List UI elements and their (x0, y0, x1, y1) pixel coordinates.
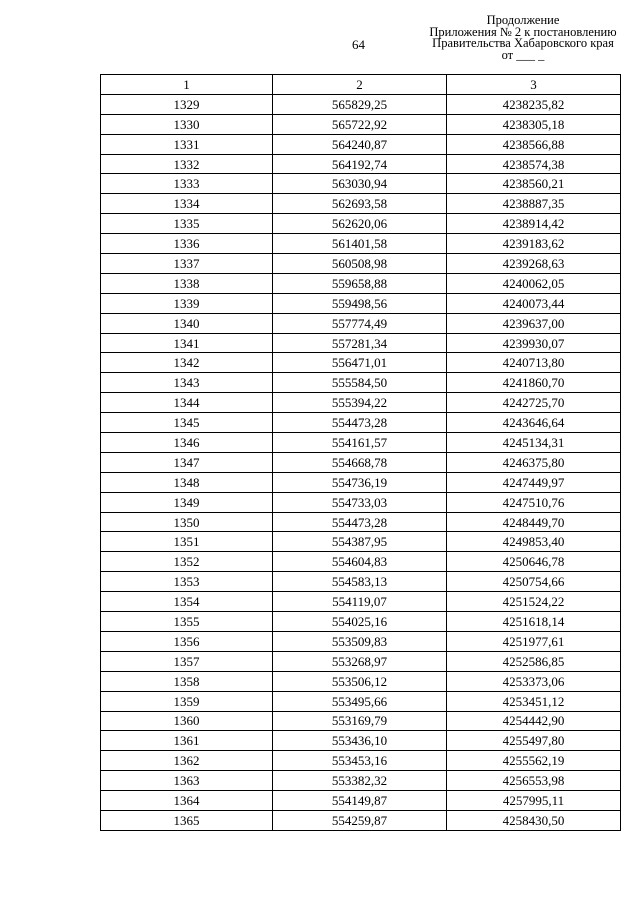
page-number: 64 (352, 37, 365, 52)
x-coordinate-cell: 559498,56 (273, 293, 447, 313)
point-number-cell: 1335 (101, 214, 273, 234)
y-coordinate-cell: 4245134,31 (447, 433, 621, 453)
table-row (101, 194, 621, 214)
x-coordinate-cell: 560508,98 (273, 254, 447, 274)
table-row (101, 313, 621, 333)
y-coordinate-cell: 4253373,06 (447, 671, 621, 691)
x-coordinate-cell: 557281,34 (273, 333, 447, 353)
y-coordinate-cell: 4239183,62 (447, 234, 621, 254)
x-coordinate-cell: 553506,12 (273, 671, 447, 691)
y-coordinate-cell: 4239637,00 (447, 313, 621, 333)
x-coordinate-cell: 553509,83 (273, 631, 447, 651)
point-number-cell: 1344 (101, 393, 273, 413)
table-row (101, 791, 621, 811)
point-number-cell: 1356 (101, 631, 273, 651)
point-number-cell: 1348 (101, 472, 273, 492)
x-coordinate-cell: 554119,07 (273, 592, 447, 612)
table-row (101, 532, 621, 552)
point-number-cell: 1346 (101, 433, 273, 453)
header-note-line-4: от ___ _ (501, 47, 545, 62)
table-row (101, 691, 621, 711)
y-coordinate-cell: 4250754,66 (447, 572, 621, 592)
table-header-row (101, 75, 621, 95)
table-row (101, 631, 621, 651)
table-row (101, 711, 621, 731)
point-number-cell: 1352 (101, 552, 273, 572)
point-number-cell: 1339 (101, 293, 273, 313)
table-row (101, 234, 621, 254)
point-number-cell: 1333 (101, 174, 273, 194)
y-coordinate-cell: 4252586,85 (447, 651, 621, 671)
y-coordinate-cell: 4249853,40 (447, 532, 621, 552)
x-coordinate-cell: 554473,28 (273, 512, 447, 532)
x-coordinate-cell: 553453,16 (273, 751, 447, 771)
table-row (101, 592, 621, 612)
y-coordinate-cell: 4241860,70 (447, 373, 621, 393)
x-coordinate-cell: 563030,94 (273, 174, 447, 194)
y-coordinate-cell: 4251524,22 (447, 592, 621, 612)
x-coordinate-cell: 553268,97 (273, 651, 447, 671)
y-coordinate-cell: 4238566,88 (447, 134, 621, 154)
table-row (101, 134, 621, 154)
y-coordinate-cell: 4238305,18 (447, 114, 621, 134)
x-coordinate-cell: 555394,22 (273, 393, 447, 413)
y-coordinate-cell: 4251977,61 (447, 631, 621, 651)
x-coordinate-cell: 562693,58 (273, 194, 447, 214)
x-coordinate-cell: 554161,57 (273, 433, 447, 453)
table-row (101, 114, 621, 134)
y-coordinate-cell: 4247510,76 (447, 492, 621, 512)
x-coordinate-cell: 554733,03 (273, 492, 447, 512)
table-row (101, 293, 621, 313)
table-row (101, 413, 621, 433)
y-coordinate-cell: 4238560,21 (447, 174, 621, 194)
point-number-cell: 1360 (101, 711, 273, 731)
y-coordinate-cell: 4254442,90 (447, 711, 621, 731)
x-coordinate-cell: 553495,66 (273, 691, 447, 711)
y-coordinate-cell: 4251618,14 (447, 612, 621, 632)
y-coordinate-cell: 4240062,05 (447, 273, 621, 293)
y-coordinate-cell: 4247449,97 (447, 472, 621, 492)
table-row (101, 154, 621, 174)
y-coordinate-cell: 4240073,44 (447, 293, 621, 313)
x-coordinate-cell: 554149,87 (273, 791, 447, 811)
point-number-cell: 1358 (101, 671, 273, 691)
x-coordinate-cell: 559658,88 (273, 273, 447, 293)
point-number-cell: 1362 (101, 751, 273, 771)
x-coordinate-cell: 556471,01 (273, 353, 447, 373)
y-coordinate-cell: 4246375,80 (447, 452, 621, 472)
table-row (101, 472, 621, 492)
table-row (101, 512, 621, 532)
x-coordinate-cell: 554604,83 (273, 552, 447, 572)
x-coordinate-cell: 564240,87 (273, 134, 447, 154)
y-coordinate-cell: 4238914,42 (447, 214, 621, 234)
table-row (101, 572, 621, 592)
x-coordinate-cell: 554025,16 (273, 612, 447, 632)
x-coordinate-cell: 554387,95 (273, 532, 447, 552)
table-row (101, 174, 621, 194)
point-number-cell: 1336 (101, 234, 273, 254)
x-coordinate-cell: 553382,32 (273, 771, 447, 791)
point-number-cell: 1363 (101, 771, 273, 791)
table-row (101, 433, 621, 453)
header-note-line-2: Приложения № 2 к постановлению (429, 24, 617, 39)
point-number-cell: 1334 (101, 194, 273, 214)
y-coordinate-cell: 4238574,38 (447, 154, 621, 174)
table-row (101, 214, 621, 234)
table-body (101, 94, 621, 830)
header-note-line-3: Правительства Хабаровского края (432, 36, 614, 50)
y-coordinate-cell: 4250646,78 (447, 552, 621, 572)
y-coordinate-cell: 4257995,11 (447, 791, 621, 811)
y-coordinate-cell: 4242725,70 (447, 393, 621, 413)
point-number-cell: 1365 (101, 810, 273, 830)
table-row (101, 612, 621, 632)
table-row (101, 731, 621, 751)
point-number-cell: 1337 (101, 254, 273, 274)
point-number-cell: 1338 (101, 273, 273, 293)
point-number-cell: 1350 (101, 512, 273, 532)
table-row (101, 810, 621, 830)
x-coordinate-cell: 557774,49 (273, 313, 447, 333)
x-coordinate-cell: 561401,58 (273, 234, 447, 254)
point-number-cell: 1329 (101, 94, 273, 114)
point-number-cell: 1341 (101, 333, 273, 353)
coordinates-table (100, 74, 621, 831)
y-coordinate-cell: 4239930,07 (447, 333, 621, 353)
point-number-cell: 1361 (101, 731, 273, 751)
point-number-cell: 1353 (101, 572, 273, 592)
table-row (101, 273, 621, 293)
point-number-cell: 1355 (101, 612, 273, 632)
y-coordinate-cell: 4248449,70 (447, 512, 621, 532)
table-row (101, 751, 621, 771)
y-coordinate-cell: 4238235,82 (447, 94, 621, 114)
table-row (101, 671, 621, 691)
point-number-cell: 1349 (101, 492, 273, 512)
header-note-line-1: Продолжение (486, 13, 560, 27)
column-header-1: 1 (101, 75, 273, 95)
x-coordinate-cell: 564192,74 (273, 154, 447, 174)
point-number-cell: 1331 (101, 134, 273, 154)
x-coordinate-cell: 553436,10 (273, 731, 447, 751)
table-row (101, 254, 621, 274)
point-number-cell: 1330 (101, 114, 273, 134)
x-coordinate-cell: 554583,13 (273, 572, 447, 592)
point-number-cell: 1332 (101, 154, 273, 174)
point-number-cell: 1351 (101, 532, 273, 552)
point-number-cell: 1340 (101, 313, 273, 333)
y-coordinate-cell: 4255562,19 (447, 751, 621, 771)
y-coordinate-cell: 4258430,50 (447, 810, 621, 830)
table-row (101, 771, 621, 791)
point-number-cell: 1343 (101, 373, 273, 393)
table-row (101, 492, 621, 512)
table-row (101, 333, 621, 353)
x-coordinate-cell: 562620,06 (273, 214, 447, 234)
table-row (101, 552, 621, 572)
table-row (101, 373, 621, 393)
table-row (101, 452, 621, 472)
x-coordinate-cell: 554259,87 (273, 810, 447, 830)
x-coordinate-cell: 555584,50 (273, 373, 447, 393)
column-header-2: 2 (273, 75, 447, 95)
x-coordinate-cell: 554668,78 (273, 452, 447, 472)
point-number-cell: 1342 (101, 353, 273, 373)
y-coordinate-cell: 4239268,63 (447, 254, 621, 274)
point-number-cell: 1347 (101, 452, 273, 472)
y-coordinate-cell: 4253451,12 (447, 691, 621, 711)
y-coordinate-cell: 4255497,80 (447, 731, 621, 751)
x-coordinate-cell: 554473,28 (273, 413, 447, 433)
y-coordinate-cell: 4243646,64 (447, 413, 621, 433)
y-coordinate-cell: 4240713,80 (447, 353, 621, 373)
point-number-cell: 1364 (101, 791, 273, 811)
point-number-cell: 1357 (101, 651, 273, 671)
y-coordinate-cell: 4238887,35 (447, 194, 621, 214)
table-row (101, 393, 621, 413)
y-coordinate-cell: 4256553,98 (447, 771, 621, 791)
x-coordinate-cell: 565722,92 (273, 114, 447, 134)
point-number-cell: 1359 (101, 691, 273, 711)
column-header-3: 3 (447, 75, 621, 95)
x-coordinate-cell: 565829,25 (273, 94, 447, 114)
table-row (101, 353, 621, 373)
point-number-cell: 1345 (101, 413, 273, 433)
x-coordinate-cell: 553169,79 (273, 711, 447, 731)
point-number-cell: 1354 (101, 592, 273, 612)
table-row (101, 651, 621, 671)
appendix-header-note (420, 15, 626, 61)
table-row (101, 94, 621, 114)
x-coordinate-cell: 554736,19 (273, 472, 447, 492)
